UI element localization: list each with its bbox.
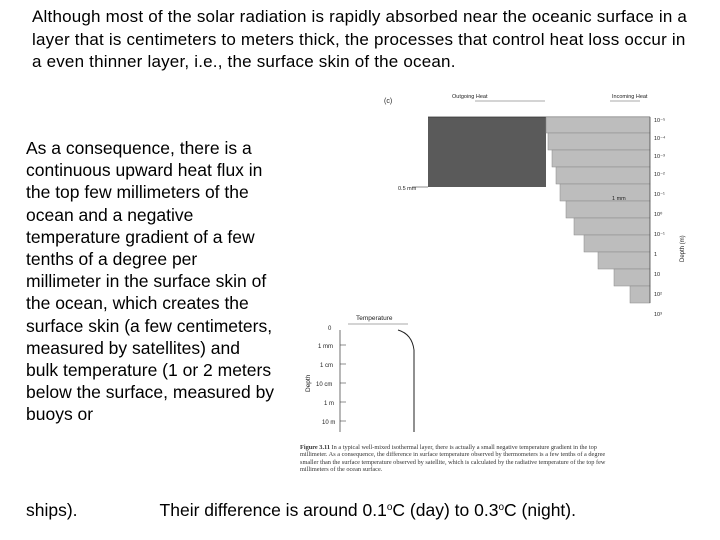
body-paragraph: As a consequence, there is a continuous upward heat flux in the top few millimeters of the ocean and a negative temperature gradient of a few tenths of a degree per millimeter in the surface skin of the ocean, which creates the surface skin (a few centimeters, measured by satellites) and bulk temperature (1 or 2 meters below the surface, measured by buoys or xyxy=(26,138,275,425)
tick-label: 10⁻¹ xyxy=(654,192,665,198)
depth-label: 0 xyxy=(328,326,332,332)
figure-caption xyxy=(300,444,610,474)
depth-ticks xyxy=(654,117,666,318)
tick-label: 10⁻⁴ xyxy=(654,136,666,142)
degree-mark-day: o xyxy=(386,502,393,513)
absorption-staircase xyxy=(546,117,650,303)
closing-start: ships). xyxy=(26,500,78,520)
tick-label: 10⁻¹ xyxy=(654,232,665,238)
depth-label: 10 m xyxy=(322,420,336,426)
tick-label: 10² xyxy=(654,292,662,298)
tick-label: 10⁻⁵ xyxy=(654,118,666,124)
degree-mark-night: o xyxy=(498,502,505,513)
depth-marker-label: 0.5 mm xyxy=(398,186,417,192)
closing-part-a: Their difference is around 0.1 xyxy=(159,500,387,520)
tick-label: 10 xyxy=(654,272,661,278)
depth-scale xyxy=(316,344,335,426)
tick-label: 10⁰ xyxy=(654,212,663,218)
closing-part-c: C (night). xyxy=(504,500,576,520)
depth-label: 1 mm xyxy=(318,344,333,350)
depth-label: 1 m xyxy=(324,401,335,407)
depth-axis-label: Depth (m) xyxy=(680,235,686,262)
caption-lead: Figure 3.11 xyxy=(300,444,330,451)
intro-paragraph: Although most of the solar radiation is rapidly absorbed near the oceanic surface in a layer that is centimeters to meters thick, the processes that control heat loss occur in a even thinner layer, i.e., the surface skin of the ocean. xyxy=(32,7,688,71)
incoming-heat-label: Incoming Heat xyxy=(612,94,648,100)
inner-marker-label: 1 mm xyxy=(612,196,626,202)
depth-label: 1 cm xyxy=(320,363,334,369)
closing-part-b: C (day) to 0.3 xyxy=(392,500,499,520)
tick-label: 10⁻² xyxy=(654,172,665,178)
tick-label: 1 xyxy=(654,252,658,258)
panel-label: (c) xyxy=(384,98,393,105)
tick-label: 10³ xyxy=(654,312,662,318)
depth-label: 10 cm xyxy=(316,382,333,388)
depth-y-label: Depth xyxy=(305,374,312,392)
tick-label: 10⁻³ xyxy=(654,154,665,160)
caption-text: In a typical well-mixed isothermal layer, there is actually a small negative temperature gradient in the top millimeter. As a consequence, the difference in surface temperature observed by thermometers is a few tenths of a degree smaller than the surface temperature observed by satellite, which is calculated by the radiative temperature of the top few millimeters of the ocean surface. xyxy=(300,444,606,474)
depth-ticks-bottom xyxy=(340,345,346,421)
outgoing-flux-block xyxy=(428,117,546,187)
temperature-title: Temperature xyxy=(356,315,393,322)
outgoing-heat-label: Outgoing Heat xyxy=(452,94,488,100)
temperature-profile-curve xyxy=(398,330,414,432)
